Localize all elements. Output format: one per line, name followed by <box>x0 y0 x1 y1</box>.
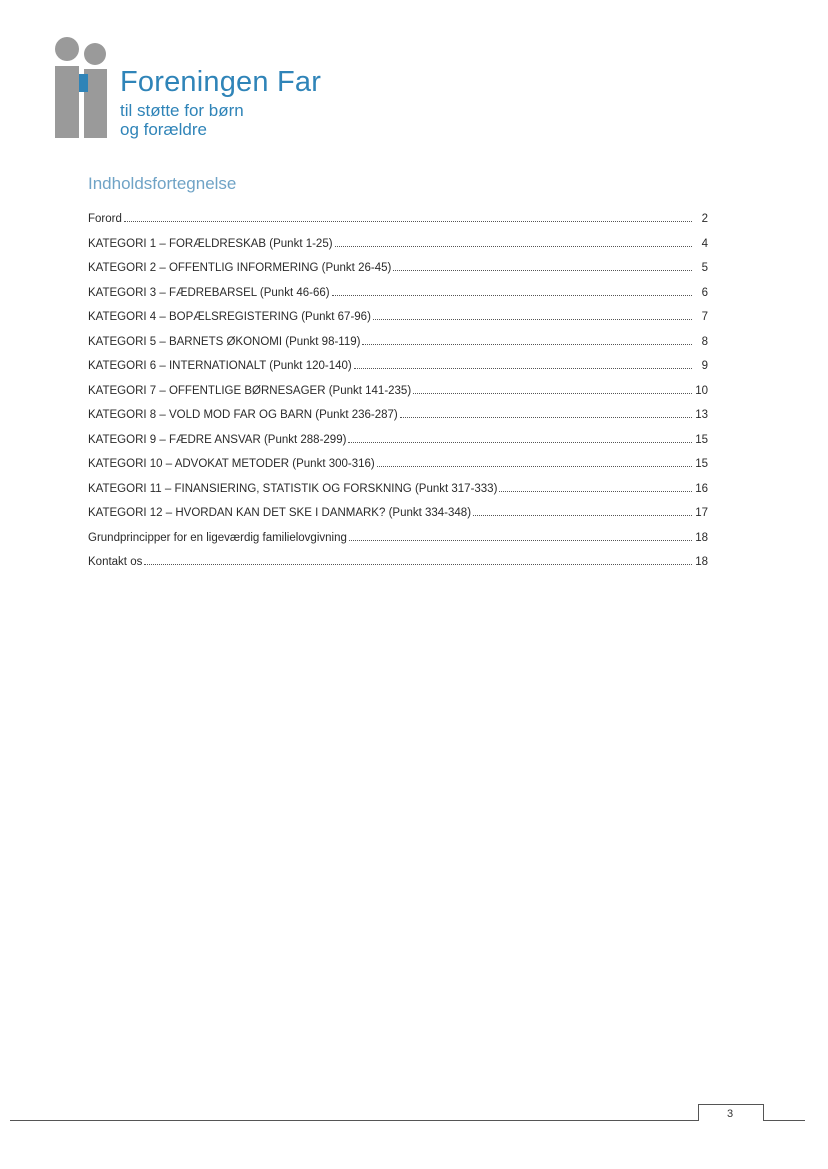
page-number: 3 <box>726 1108 734 1120</box>
toc-entry-page: 10 <box>695 384 708 397</box>
toc-entry[interactable] <box>88 262 708 287</box>
footer-rule-left <box>10 1120 698 1121</box>
toc-entry[interactable] <box>88 458 708 483</box>
toc-entry-page: 5 <box>701 262 708 274</box>
toc-leader-dots <box>335 246 692 247</box>
toc-entry-label: Kontakt os <box>88 556 143 568</box>
toc-leader-dots <box>499 491 692 492</box>
organization-name: Foreningen Far <box>120 66 322 98</box>
toc-leader-dots <box>393 270 692 271</box>
toc-leader-dots <box>377 466 692 467</box>
toc-entry-page: 16 <box>695 482 708 495</box>
toc-entry-label: KATEGORI 8 – VOLD MOD FAR OG BARN (Punkt 236-287) <box>88 409 398 421</box>
toc-entry[interactable] <box>88 409 708 434</box>
toc-leader-dots <box>349 540 692 541</box>
toc-entry-page: 9 <box>701 360 708 372</box>
tagline-line-2: og forældre <box>120 120 207 139</box>
toc-entry-label: KATEGORI 10 – ADVOKAT METODER (Punkt 300-316) <box>88 458 375 470</box>
table-of-contents <box>88 213 708 581</box>
toc-entry-label: KATEGORI 11 – FINANSIERING, STATISTIK OG FORSKNING (Punkt 317-333) <box>88 482 498 495</box>
toc-entry-page: 15 <box>695 458 708 470</box>
toc-leader-dots <box>332 295 692 296</box>
toc-entry-page: 7 <box>701 311 708 323</box>
toc-leader-dots <box>144 564 692 565</box>
toc-leader-dots <box>373 319 692 320</box>
toc-entry[interactable] <box>88 238 708 263</box>
toc-entry[interactable] <box>88 556 708 581</box>
toc-entry-label: KATEGORI 9 – FÆDRE ANSVAR (Punkt 288-299) <box>88 433 347 446</box>
toc-leader-dots <box>348 442 692 443</box>
toc-entry[interactable] <box>88 507 708 532</box>
toc-entry[interactable] <box>88 385 708 410</box>
toc-title: Indholdsfortegnelse <box>88 174 237 193</box>
toc-entry-page: 18 <box>695 531 708 544</box>
toc-entry-label: Grundprincipper for en ligeværdig familielovgivning <box>88 531 347 544</box>
toc-entry-page: 15 <box>695 433 708 446</box>
toc-entry[interactable] <box>88 213 708 238</box>
toc-entry-label: KATEGORI 2 – OFFENTLIG INFORMERING (Punkt 26-45) <box>88 262 392 274</box>
organization-tagline <box>120 101 320 139</box>
toc-entry-label: KATEGORI 7 – OFFENTLIGE BØRNESAGER (Punkt 141-235) <box>88 384 412 397</box>
toc-entry-label: Forord <box>88 213 122 225</box>
toc-entry[interactable] <box>88 311 708 336</box>
tagline-line-1: til støtte for børn <box>120 101 244 120</box>
toc-leader-dots <box>354 368 692 369</box>
toc-leader-dots <box>413 393 692 394</box>
toc-entry-label: KATEGORI 6 – INTERNATIONALT (Punkt 120-140) <box>88 360 352 372</box>
footer-rule-right <box>763 1120 805 1121</box>
toc-leader-dots <box>473 515 692 516</box>
toc-entry[interactable] <box>88 336 708 361</box>
toc-leader-dots <box>362 344 692 345</box>
toc-leader-dots <box>400 417 692 418</box>
toc-entry-label: KATEGORI 12 – HVORDAN KAN DET SKE I DANMARK? (Punkt 334-348) <box>88 507 472 519</box>
toc-entry-label: KATEGORI 4 – BOPÆLSREGISTERING (Punkt 67-96) <box>88 311 371 323</box>
toc-entry-page: 17 <box>695 507 708 519</box>
toc-entry[interactable] <box>88 287 708 312</box>
toc-leader-dots <box>124 221 692 222</box>
toc-entry-label: KATEGORI 5 – BARNETS ØKONOMI (Punkt 98-119) <box>88 335 361 348</box>
toc-entry[interactable] <box>88 360 708 385</box>
family-logo-icon <box>52 36 110 140</box>
toc-entry-page: 13 <box>695 409 708 421</box>
toc-entry-label: KATEGORI 1 – FORÆLDRESKAB (Punkt 1-25) <box>88 237 333 250</box>
toc-entry[interactable] <box>88 532 708 557</box>
toc-entry[interactable] <box>88 483 708 508</box>
toc-entry[interactable] <box>88 434 708 459</box>
toc-entry-page: 4 <box>701 237 708 250</box>
toc-entry-page: 6 <box>701 286 708 299</box>
organization-logo <box>52 36 332 146</box>
toc-entry-page: 8 <box>701 335 708 348</box>
toc-entry-label: KATEGORI 3 – FÆDREBARSEL (Punkt 46-66) <box>88 286 330 299</box>
toc-entry-page: 18 <box>695 556 708 568</box>
toc-entry-page: 2 <box>701 213 708 225</box>
